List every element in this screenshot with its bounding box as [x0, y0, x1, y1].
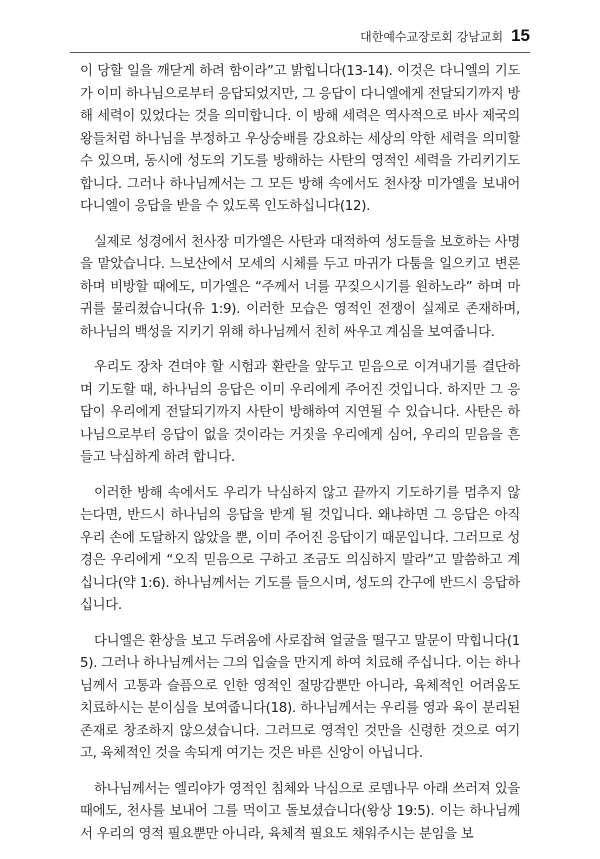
page-number: 15 [511, 26, 530, 45]
paragraph: 우리도 장차 견뎌야 할 시험과 환란을 앞두고 믿음으로 이겨내기를 결단하며 기도할 때, 하나님의 응답은 이미 우리에게 주어진 것입니다. 하지만 그 응답이 우리에게 전달되기까지 사탄이 방해하여 지연될 수 있습니다. 사탄은 하나님으로부터 응답이 없을 것이라는 거짓을 우리에게 심어, 우리의 믿음을 흔들고 낙심하게 하려 합니다. [80, 360, 520, 465]
paragraph: 이 당할 일을 깨닫게 하려 함이라”고 밝힙니다(13-14). 이것은 다니엘의 기도가 이미 하나님으로부터 응답되었지만, 그 응답이 다니엘에게 전달되기까지 방해 세력이 있었다는 것을 의미합니다. 이 방해 세력은 역사적으로 바사 제국의 왕들처럼 하나님을 부정하고 우상숭배를 강요하는 세상의 악한 세력을 의미할 수 있으며, 동시에 성도의 기도를 방해하는 사탄의 영적인 세력을 가리키기도 합니다. 그러나 하나님께서는 그 모든 방해 속에서도 천사장 미가엘을 보내어 다니엘이 응답을 받을 수 있도록 인도하십니다(12). [80, 64, 520, 214]
paragraph: 실제로 성경에서 천사장 미가엘은 사탄과 대적하여 성도들을 보호하는 사명을 맡았습니다. 느보산에서 모세의 시체를 두고 마귀가 다툼을 일으키고 변론하며 비방할 때에도, 미가엘은 “주께서 너를 꾸짖으시기를 원하노라” 하며 마귀를 물리쳤습니다(유 1:9). 이러한 모습은 영적인 전쟁이 실제로 존재하며, 하나님의 백성을 지키기 위해 하나님께서 친히 싸우고 계심을 보여줍니다. [80, 234, 520, 340]
header-rule [70, 52, 530, 53]
paragraph: 이러한 방해 속에서도 우리가 낙심하지 않고 끝까지 기도하기를 멈추지 않는다면, 반드시 하나님의 응답을 받게 될 것입니다. 왜냐하면 그 응답은 아직 우리 손에 도달하지 않았을 뿐, 이미 주어진 응답이기 때문입니다. 그러므로 성경은 우리에게 “오직 믿음으로 구하고 조금도 의심하지 말라”고 말씀하고 계십니다(약 1:6). 하나님께서는 기도를 들으시며, 성도의 간구에 반드시 응답하십니다. [80, 485, 520, 613]
paragraph: 다니엘은 환상을 보고 두려움에 사로잡혀 얼굴을 떨구고 말문이 막힙니다(15). 그러나 하나님께서는 그의 입술을 만지게 하여 치료해 주십니다. 이는 하나님께서 고통과 슬픔으로 인한 영적인 절망감뿐만 아니라, 육체적인 어려움도 치료하시는 분이심을 보여줍니다(18). 하나님께서는 우리를 영과 육이 분리된 존재로 창조하지 않으셨습니다. 그러므로 영적인 것만을 신령한 것으로 여기고, 육체적인 것을 속되게 여기는 것은 바른 신앙이 아닙니다. [80, 633, 520, 761]
church-name: 대한예수교장로회 강남교회 [360, 30, 504, 44]
body-text [80, 61, 520, 859]
running-header [360, 26, 530, 46]
paragraph: 하나님께서는 엘리야가 영적인 침체와 낙심으로 로뎀나무 아래 쓰러져 있을 때에도, 천사를 보내어 그를 먹이고 돌보셨습니다(왕상 19:5). 이는 하나님께서 우리의 영적 필요뿐만 아니라, 육체적 필요도 채워주시는 분임을 보 [80, 781, 520, 842]
